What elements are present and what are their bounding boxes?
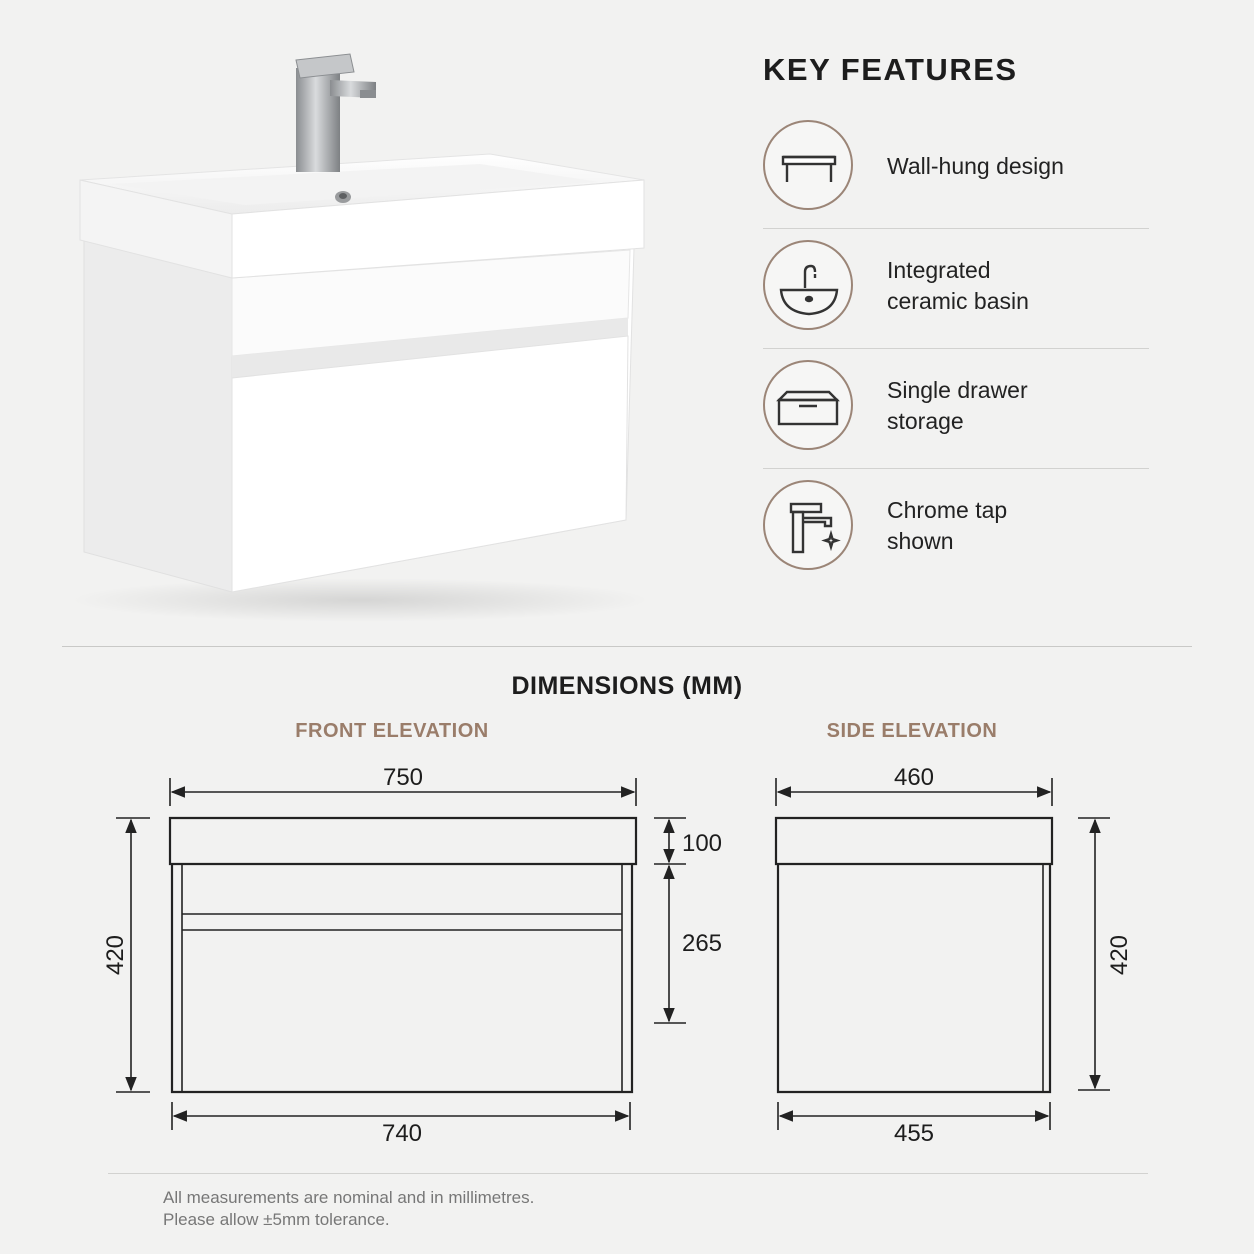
front-elevation-title: FRONT ELEVATION: [295, 720, 489, 742]
side-cabinet-outline: [778, 864, 1050, 1092]
side-top-depth-label: 460: [893, 764, 935, 791]
footer-divider: [108, 1173, 1148, 1174]
section-divider: [62, 646, 1192, 647]
measurement-note: All measurements are nominal and in millimetres.: [163, 1188, 535, 1207]
front-cabinet-outline: [172, 864, 632, 1092]
basin-height-label: 100: [681, 830, 723, 857]
drawer-icon: [763, 360, 853, 450]
dimension-drawings: [0, 760, 1254, 1160]
feature-divider: [763, 228, 1149, 229]
feature-label: Chrome tap shown: [887, 497, 1008, 554]
key-features-title: KEY FEATURES: [763, 52, 1018, 87]
side-elevation-drawing: [776, 818, 1052, 1092]
chrome-tap-icon: [763, 480, 853, 570]
front-elevation-drawing: [170, 818, 636, 1092]
front-bottom-width-label: 740: [381, 1120, 423, 1147]
side-elevation-title: SIDE ELEVATION: [826, 720, 998, 742]
feature-label: Integrated ceramic basin: [887, 257, 1029, 314]
wall-hung-icon: [763, 120, 853, 210]
side-dimension-lines: [776, 778, 1110, 1130]
dimensions-title: DIMENSIONS (MM): [511, 672, 743, 700]
feature-label: Wall-hung design: [887, 152, 1064, 179]
side-height-label: 420: [1106, 934, 1133, 976]
feature-divider: [763, 348, 1149, 349]
front-top-width-label: 750: [382, 764, 424, 791]
front-basin-outline: [170, 818, 636, 864]
feature-drawer: [763, 358, 1149, 478]
feature-divider: [763, 468, 1149, 469]
side-bottom-depth-label: 455: [893, 1120, 935, 1147]
feature-wall-hung: [763, 118, 1149, 238]
feature-basin: [763, 238, 1149, 358]
vanity-unit-illustration: [60, 40, 680, 630]
basin-icon: [763, 240, 853, 330]
drawer-height-label: 265: [681, 930, 723, 957]
side-basin-outline: [776, 818, 1052, 864]
tolerance-note: Please allow ±5mm tolerance.: [163, 1210, 390, 1229]
front-height-label: 420: [102, 934, 129, 976]
front-dimension-lines: [116, 778, 686, 1130]
feature-label: Single drawer storage: [887, 377, 1028, 434]
feature-chrome-tap: [763, 478, 1149, 598]
